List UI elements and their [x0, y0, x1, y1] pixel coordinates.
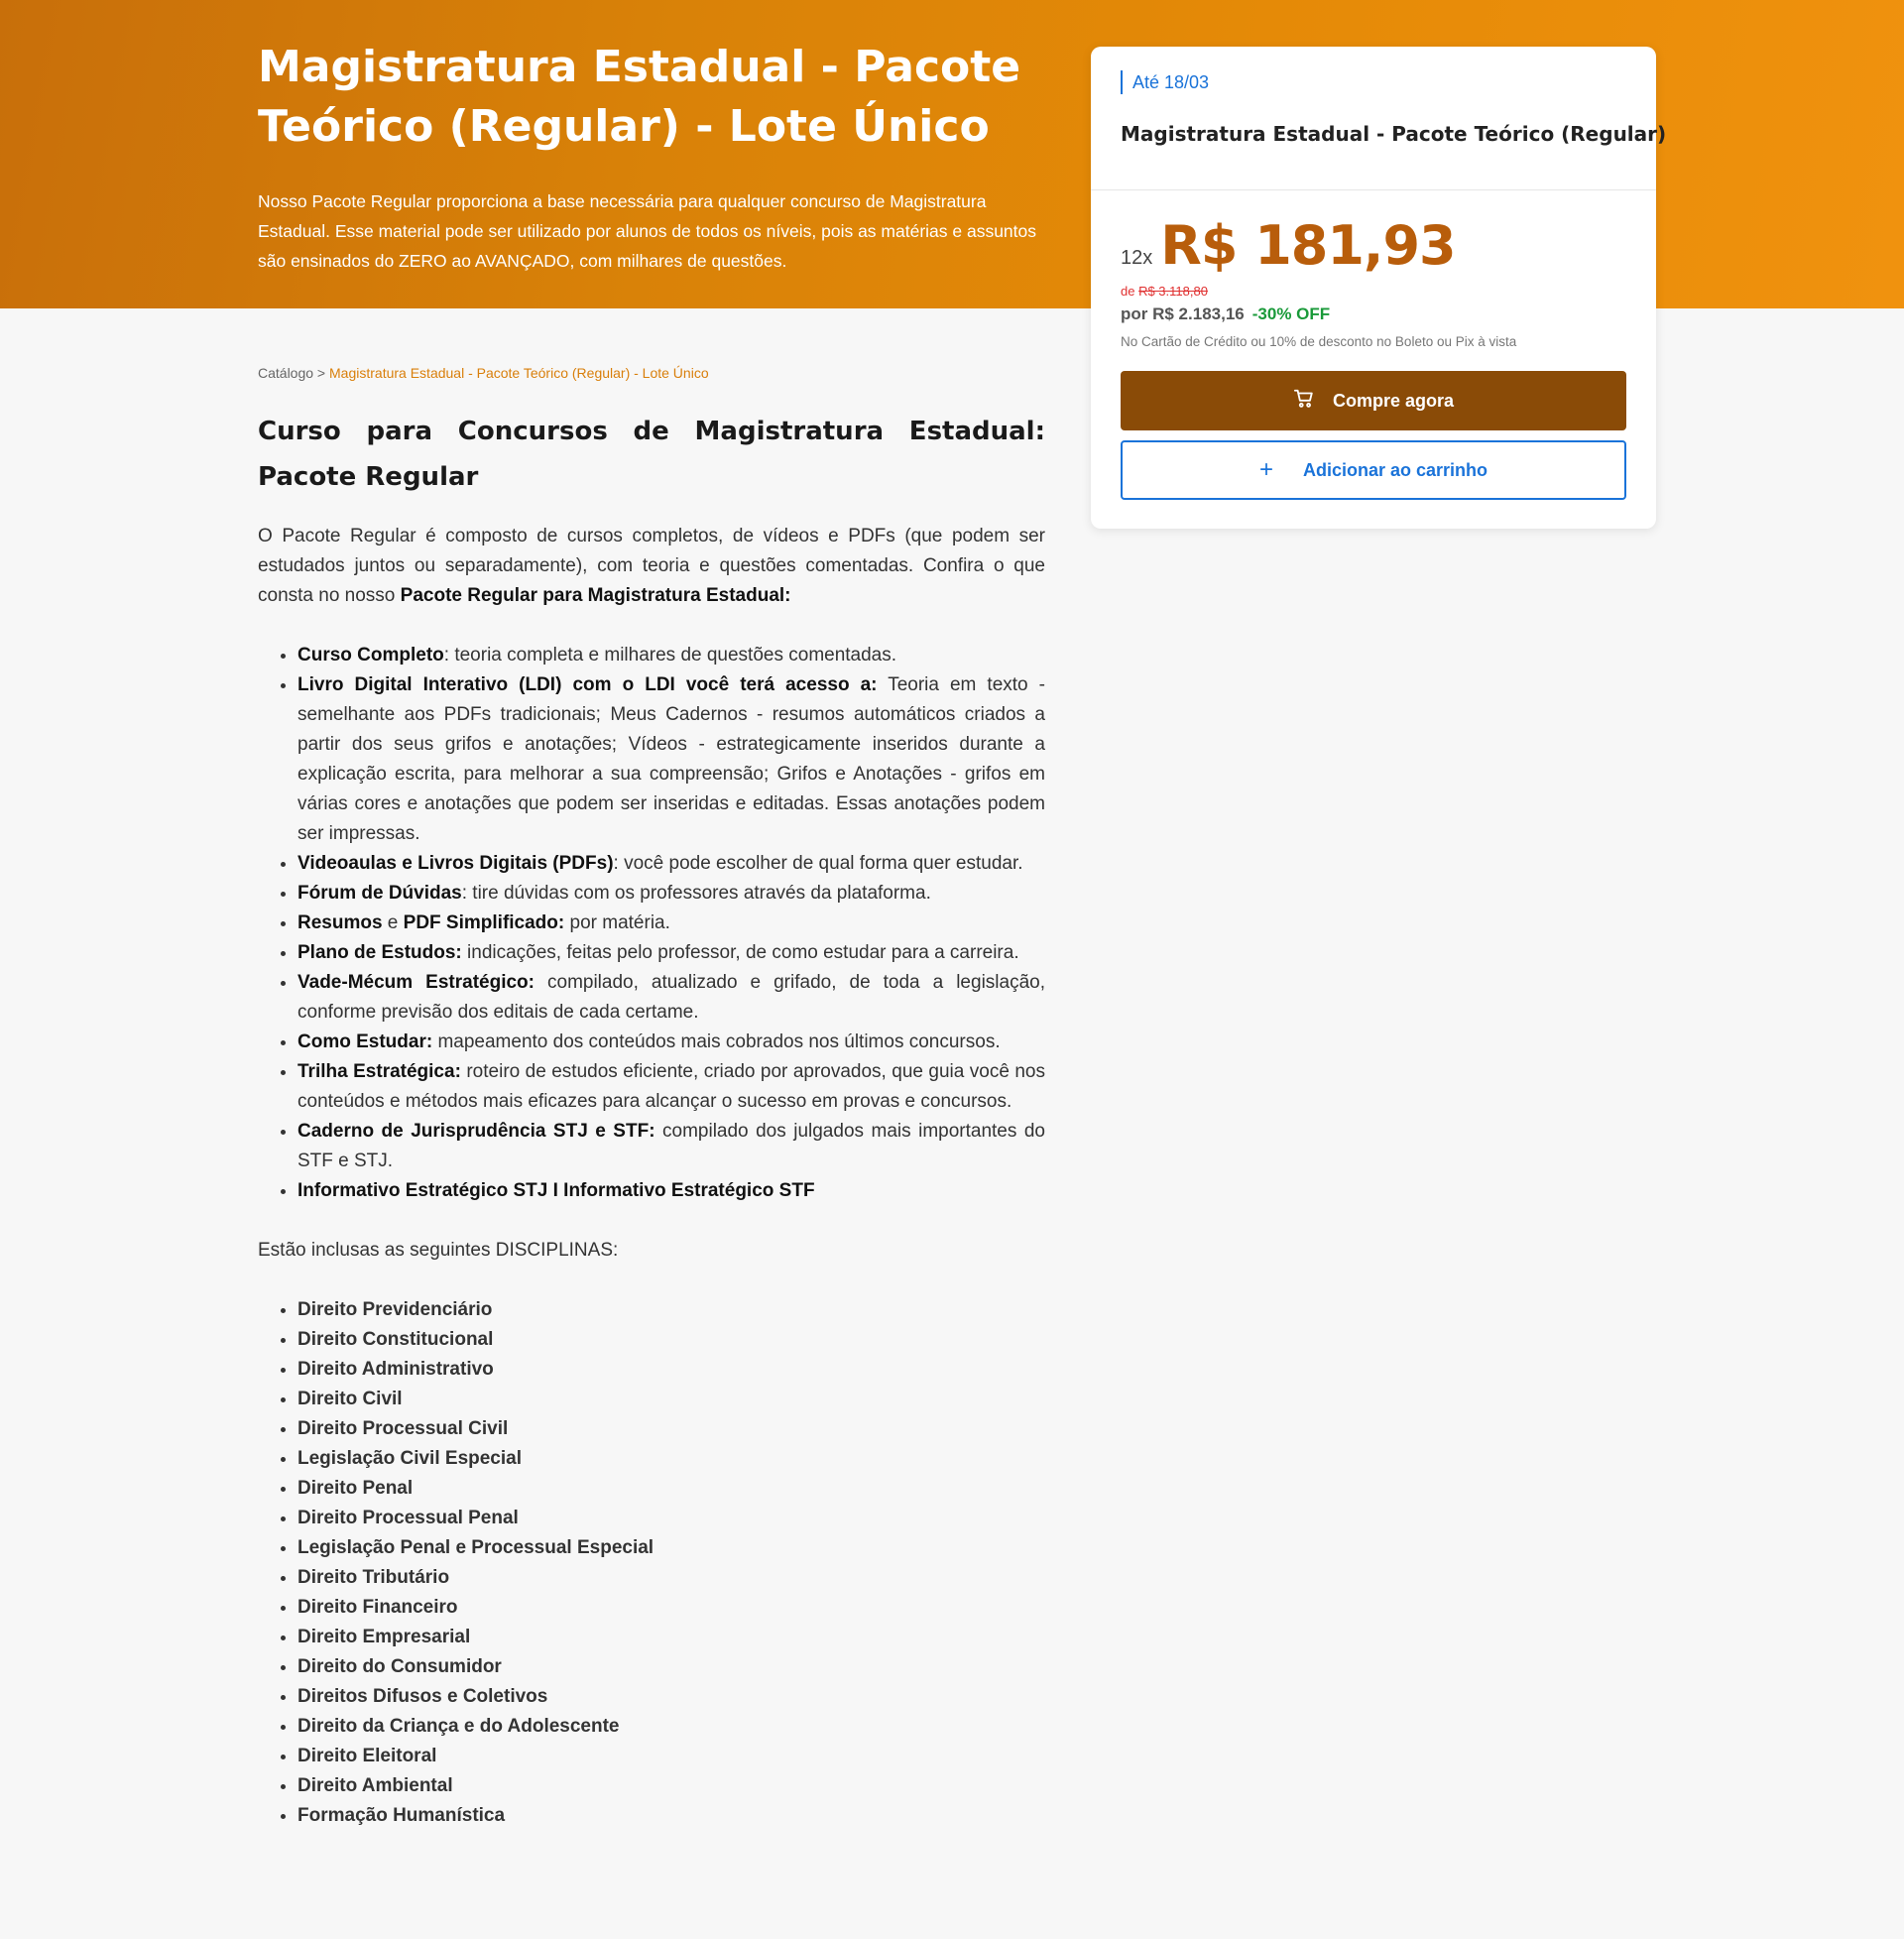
discipline-item: • Direito Ambiental [298, 1771, 1045, 1801]
discipline-item: • Direito Empresarial [298, 1623, 1045, 1652]
feature-title: Caderno de Jurisprudência STJ e STF: [298, 1121, 655, 1142]
feature-item [298, 1057, 1045, 1117]
features-list [258, 641, 1045, 1206]
feature-text: mapeamento dos conteúdos mais cobrados nos últimos concursos. [432, 1031, 1001, 1052]
breadcrumb-current-link[interactable]: Magistratura Estadual - Pacote Teórico (Regular) - Lote Único [329, 365, 709, 381]
product-title: Magistratura Estadual - Pacote Teórico (Regular) [1121, 122, 1667, 146]
discipline-item: • Legislação Penal e Processual Especial [298, 1533, 1045, 1563]
feature-item [298, 849, 1045, 879]
feature-title: Informativo Estratégico STJ I Informativo Estratégico STF [298, 1180, 815, 1201]
feature-title: Livro Digital Interativo (LDI) com o LDI você terá acesso a: [298, 674, 878, 695]
feature-title: Fórum de Dúvidas [298, 883, 462, 904]
page-title: Magistratura Estadual - Pacote Teórico (Regular) - Lote Único [258, 42, 1021, 152]
disciplines-list [258, 1295, 1045, 1831]
feature-item [298, 1176, 1045, 1206]
feature-text: por matéria. [564, 912, 670, 933]
feature-title: Trilha Estratégica: [298, 1061, 461, 1082]
hero-content [258, 38, 1046, 276]
feature-text: Teoria em texto - semelhante aos PDFs tradicionais; Meus Cadernos - resumos automáticos criados a partir dos seus grifos e anotações; Vídeos - estrategicamente inseridos durante a explicação escrita, para melhorar a sua compreensão; Grifos e Anotações - grifos em várias cores e anotações que podem ser inseridas e editadas. Essas anotações podem ser impressas. [298, 674, 1045, 844]
discipline-item: • Direito Financeiro [298, 1593, 1045, 1623]
add-to-cart-label: Adicionar ao carrinho [1302, 459, 1488, 480]
feature-text: compilado dos julgados mais importantes do STF e STJ. [298, 1121, 1045, 1171]
discipline-item: • Direito Processual Civil [298, 1414, 1045, 1444]
original-price: R$ 3.118,80 [1138, 284, 1208, 299]
feature-title-secondary: PDF Simplificado: [403, 912, 565, 933]
feature-text: indicações, feitas pelo professor, de como estudar para a carreira. [461, 942, 1019, 963]
payment-note: No Cartão de Crédito ou 10% de desconto no Boleto ou Pix à vista [1121, 334, 1517, 349]
original-price-label: de [1121, 284, 1139, 299]
purchase-card [1091, 47, 1667, 529]
buy-now-button[interactable] [1121, 371, 1626, 430]
feature-item [298, 1117, 1045, 1176]
price-row [1121, 214, 1626, 277]
feature-title: Resumos [298, 912, 383, 933]
feature-item [298, 879, 1045, 909]
discipline-item: • Direito Processual Penal [298, 1504, 1045, 1533]
breadcrumb [258, 363, 1045, 383]
discipline-item: • Direito Eleitoral [298, 1742, 1045, 1771]
discipline-item: • Direito da Criança e do Adolescente [298, 1712, 1045, 1742]
course-heading: Curso para Concursos de Magistratura Estadual: Pacote Regular [258, 417, 1045, 492]
feature-item [298, 1028, 1045, 1057]
cart-icon [1293, 388, 1315, 415]
breadcrumb-separator: > [313, 365, 330, 381]
discounted-price: por R$ 2.183,16 [1121, 304, 1245, 323]
discipline-item: • Direito Tributário [298, 1563, 1045, 1593]
feature-item [298, 641, 1045, 670]
purchase-card-body [1091, 190, 1656, 500]
buy-now-label: Compre agora [1332, 390, 1455, 411]
plus-icon: + [1258, 456, 1273, 483]
discipline-item: • Direito Civil [298, 1385, 1045, 1414]
purchase-card-header [1091, 47, 1667, 190]
discipline-item: • Direito Previdenciário [298, 1295, 1045, 1325]
feature-title: Como Estudar: [298, 1031, 433, 1052]
feature-item [298, 670, 1045, 849]
discipline-item: • Formação Humanística [298, 1801, 1045, 1831]
feature-title: Vade-Mécum Estratégico: [298, 972, 535, 993]
discounted-price-line [1121, 304, 1626, 324]
main-content [258, 363, 1045, 1831]
feature-item [298, 909, 1045, 938]
feature-text: compilado, atualizado e grifado, de toda a legislação, conforme previsão dos editais de cada certame. [298, 972, 1045, 1023]
feature-text: : teoria completa e milhares de questões comentadas. [443, 645, 897, 666]
hero-description: Nosso Pacote Regular proporciona a base necessária para qualquer concurso de Magistratura Estadual. Esse material pode ser utilizado por alunos de todos os níveis, pois as matérias e assuntos são ensinados do ZERO ao AVANÇADO, com milhares de questões. [258, 191, 1037, 271]
discipline-item: • Direito Constitucional [298, 1325, 1045, 1355]
feature-text: : você pode escolher de qual forma quer estudar. [613, 853, 1023, 874]
discipline-item: • Direito do Consumidor [298, 1652, 1045, 1682]
discipline-item: • Legislação Civil Especial [298, 1444, 1045, 1474]
feature-item [298, 968, 1045, 1028]
deadline-label: Até 18/03 [1121, 70, 1626, 94]
feature-text: : tire dúvidas com os professores através da plataforma. [461, 883, 931, 904]
feature-title: Plano de Estudos: [298, 942, 462, 963]
disciplines-intro: Estão inclusas as seguintes DISCIPLINAS: [258, 1240, 619, 1261]
installments-count: 12x [1121, 247, 1153, 269]
discipline-item: • Direitos Difusos e Coletivos [298, 1682, 1045, 1712]
feature-item [298, 938, 1045, 968]
installment-price: R$ 181,93 [1160, 214, 1456, 277]
feature-text: roteiro de estudos eficiente, criado por aprovados, que guia você nos conteúdos e métodos mais eficazes para alcançar o sucesso em provas e concursos. [298, 1061, 1045, 1112]
original-price-line [1121, 284, 1626, 299]
intro-bold: Pacote Regular para Magistratura Estadual: [400, 585, 791, 606]
intro-paragraph [258, 522, 1045, 611]
add-to-cart-button[interactable] [1121, 440, 1626, 500]
discipline-item: • Direito Administrativo [298, 1355, 1045, 1385]
breadcrumb-catalog-link[interactable]: Catálogo [258, 365, 314, 381]
feature-title: Videoaulas e Livros Digitais (PDFs) [298, 853, 614, 874]
intro-text: O Pacote Regular é composto de cursos completos, de vídeos e PDFs (que podem ser estudados juntos ou separadamente), com teoria e questões comentadas. Confira o que consta no nosso [258, 526, 1045, 606]
feature-text: e [382, 912, 404, 933]
discipline-item: • Direito Penal [298, 1474, 1045, 1504]
feature-title: Curso Completo [298, 645, 444, 666]
discount-badge: -30% OFF [1251, 304, 1331, 323]
